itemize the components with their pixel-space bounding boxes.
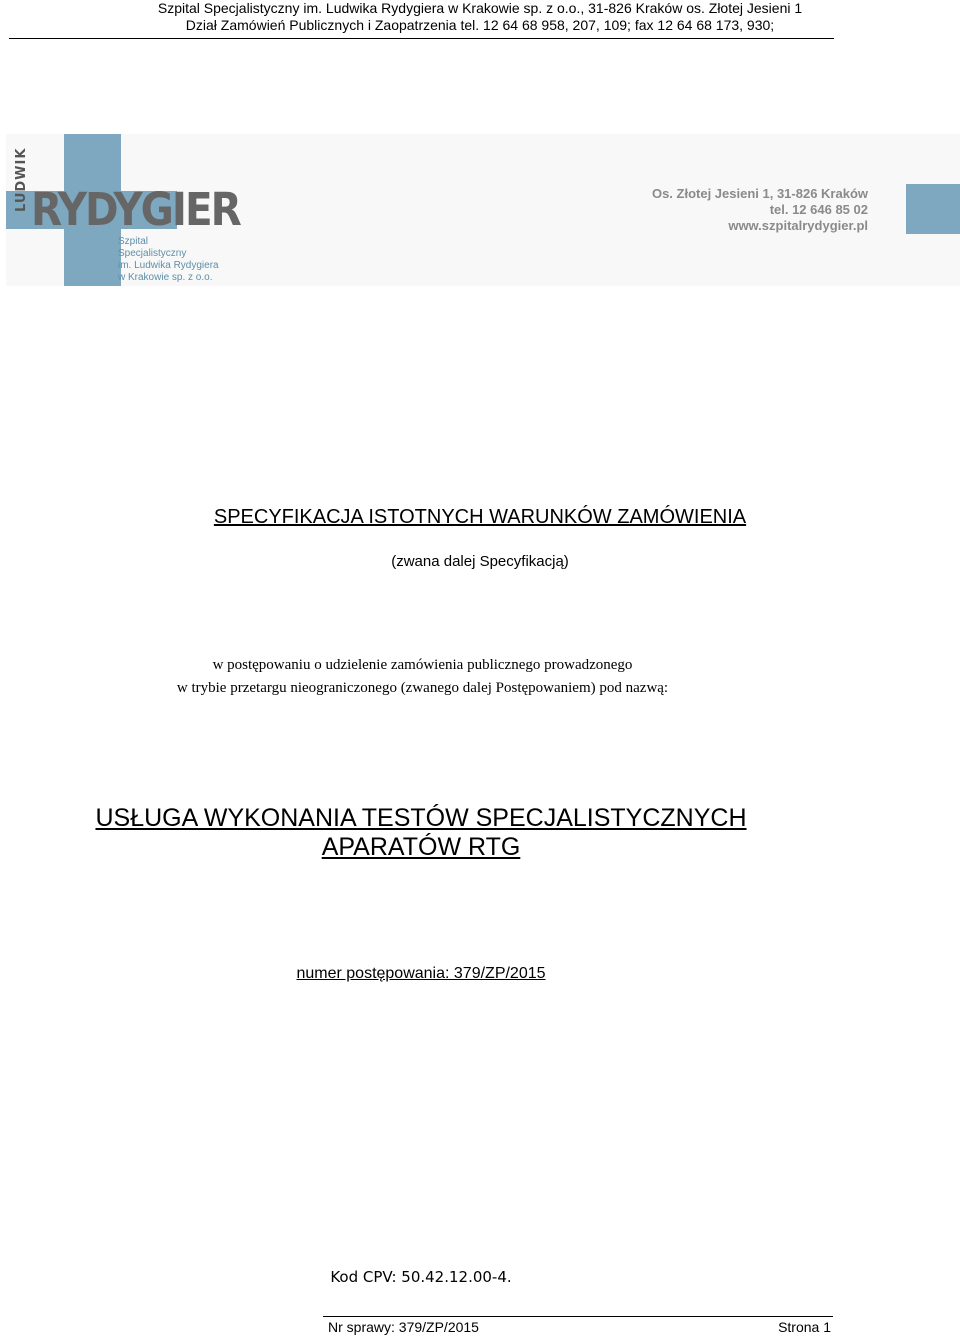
service-title-line-1: USŁUGA WYKONANIA TESTÓW SPECJALISTYCZNYCH bbox=[95, 804, 747, 832]
logo-subtitle-line: w Krakowie sp. z o.o. bbox=[118, 272, 213, 283]
footer-divider bbox=[323, 1316, 833, 1317]
logo-name: RYDYGIER bbox=[31, 183, 240, 236]
letterhead-address bbox=[652, 186, 868, 234]
document-title: SPECYFIKACJA ISTOTNYCH WARUNKÓW ZAMÓWIENIA bbox=[213, 506, 747, 528]
footer-page-number: Strona 1 bbox=[778, 1319, 831, 1335]
logo-subtitle bbox=[118, 236, 218, 284]
cpv-code: Kod CPV: 50.42.12.00-4. bbox=[330, 1268, 512, 1286]
logo-subtitle-line: im. Ludwika Rydygiera bbox=[118, 260, 219, 271]
logo-vertical-text: LUDWIK bbox=[14, 147, 29, 212]
footer-case-number: Nr sprawy: 379/ZP/2015 bbox=[328, 1319, 479, 1335]
letterhead-accent-block bbox=[906, 184, 960, 234]
procedure-line-2: w trybie przetargu nieograniczonego (zwanego dalej Postępowaniem) pod nazwą: bbox=[176, 680, 669, 696]
procedure-line-1: w postępowaniu o udzielenie zamówienia publicznego prowadzonego bbox=[212, 657, 633, 673]
service-title-line-2: APARATÓW RTG bbox=[321, 833, 521, 861]
header-line-2: Dział Zamówień Publicznych i Zaopatrzenia tel. 12 64 68 958, 207, 109; fax 12 64 68 173, 930; bbox=[185, 17, 775, 33]
address-phone: tel. 12 646 85 02 bbox=[769, 202, 868, 217]
address-line: Os. Złotej Jesieni 1, 31-826 Kraków bbox=[651, 186, 868, 201]
header-divider bbox=[9, 38, 834, 39]
logo-subtitle-line: Szpital bbox=[118, 236, 149, 247]
document-subtitle: (zwana dalej Specyfikacją) bbox=[391, 553, 569, 570]
header-line-1: Szpital Specjalistyczny im. Ludwika Rydygiera w Krakowie sp. z o.o., 31-826 Kraków os. Złotej Jesieni 1 bbox=[157, 0, 803, 16]
logo-subtitle-line: Specjalistyczny bbox=[118, 248, 187, 259]
address-website: www.szpitalrydygier.pl bbox=[728, 218, 868, 233]
case-number: numer postępowania: 379/ZP/2015 bbox=[296, 965, 546, 982]
letterhead-banner bbox=[6, 134, 960, 286]
